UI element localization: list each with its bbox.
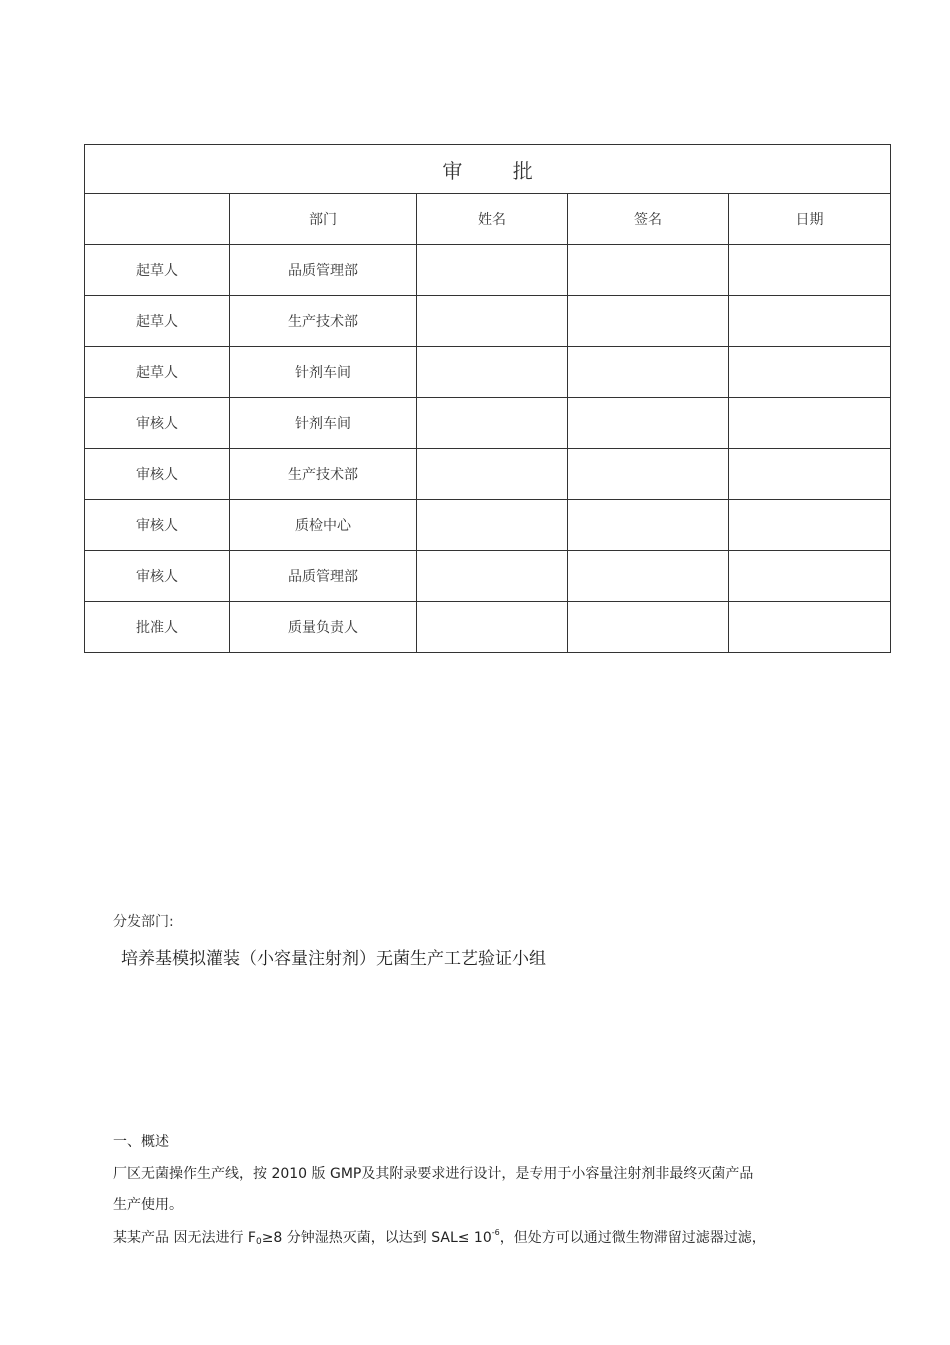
department-cell: 品质管理部 — [230, 551, 417, 602]
name-cell — [417, 500, 568, 551]
approval-title: 审 批 — [85, 145, 891, 194]
department-cell: 质量负责人 — [230, 602, 417, 653]
signature-cell — [568, 449, 729, 500]
date-cell — [729, 347, 891, 398]
name-cell — [417, 347, 568, 398]
signature-cell — [568, 347, 729, 398]
role-cell: 审核人 — [85, 551, 230, 602]
header-name: 姓名 — [417, 194, 568, 245]
name-cell — [417, 398, 568, 449]
name-cell — [417, 602, 568, 653]
role-cell: 批准人 — [85, 602, 230, 653]
header-signature: 签名 — [568, 194, 729, 245]
p2-text-1: 某某产品 因无法进行 F — [113, 1230, 256, 1246]
table-row — [85, 398, 891, 449]
table-row — [85, 245, 891, 296]
f0-subscript: 0 — [255, 1237, 262, 1247]
signature-cell — [568, 551, 729, 602]
role-cell: 起草人 — [85, 245, 230, 296]
name-cell — [417, 449, 568, 500]
date-cell — [729, 296, 891, 347]
date-cell — [729, 449, 891, 500]
exponent-superscript: -6 — [491, 1228, 500, 1237]
signature-cell — [568, 602, 729, 653]
distribution-label: 分发部门: — [113, 914, 174, 930]
table-row — [85, 500, 891, 551]
department-cell: 质检中心 — [230, 500, 417, 551]
header-department: 部门 — [230, 194, 417, 245]
table-row — [85, 449, 891, 500]
p2-text-2: ≥8 分钟湿热灭菌，以达到 SAL≤ 10 — [261, 1230, 492, 1246]
p2-text-3: ，但处方可以通过微生物滞留过滤器过滤， — [499, 1230, 766, 1246]
overview-paragraph-2 — [113, 1227, 766, 1247]
date-cell — [729, 398, 891, 449]
header-role — [85, 194, 230, 245]
name-cell — [417, 245, 568, 296]
approval-header-row — [85, 194, 891, 245]
department-cell: 生产技术部 — [230, 449, 417, 500]
role-cell: 审核人 — [85, 398, 230, 449]
signature-cell — [568, 296, 729, 347]
role-cell: 审核人 — [85, 449, 230, 500]
approval-title-row — [85, 145, 891, 194]
department-cell: 品质管理部 — [230, 245, 417, 296]
table-row — [85, 296, 891, 347]
header-date: 日期 — [729, 194, 891, 245]
name-cell — [417, 551, 568, 602]
section-heading: 一、概述 — [113, 1134, 169, 1150]
signature-cell — [568, 500, 729, 551]
date-cell — [729, 245, 891, 296]
overview-paragraph-line2: 生产使用。 — [113, 1197, 183, 1213]
approval-table — [84, 144, 891, 653]
signature-cell — [568, 398, 729, 449]
role-cell: 起草人 — [85, 296, 230, 347]
role-cell: 审核人 — [85, 500, 230, 551]
department-cell: 针剂车间 — [230, 347, 417, 398]
distribution-group: 培养基模拟灌装（小容量注射剂）无菌生产工艺验证小组 — [121, 949, 546, 969]
date-cell — [729, 500, 891, 551]
signature-cell — [568, 245, 729, 296]
table-row — [85, 602, 891, 653]
table-row — [85, 347, 891, 398]
department-cell: 生产技术部 — [230, 296, 417, 347]
date-cell — [729, 551, 891, 602]
overview-paragraph-line1: 厂区无菌操作生产线，按 2010 版 GMP及其附录要求进行设计，是专用于小容量注射剂非最终灭菌产品 — [113, 1166, 754, 1182]
department-cell: 针剂车间 — [230, 398, 417, 449]
date-cell — [729, 602, 891, 653]
name-cell — [417, 296, 568, 347]
table-row — [85, 551, 891, 602]
role-cell: 起草人 — [85, 347, 230, 398]
